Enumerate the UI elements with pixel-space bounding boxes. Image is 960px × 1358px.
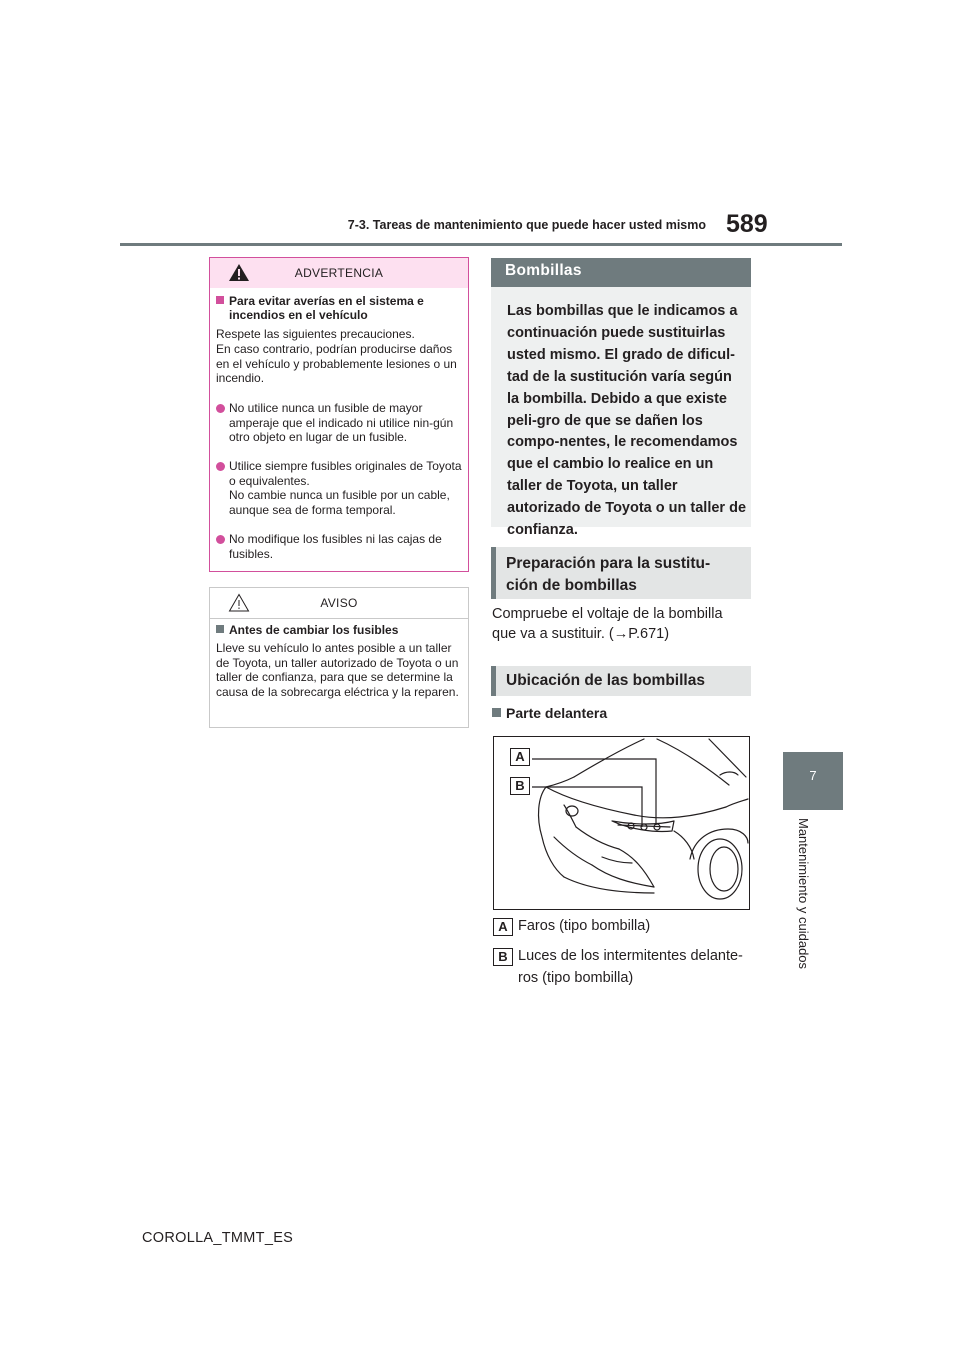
circle-bullet-icon	[216, 535, 225, 544]
preparacion-heading: Preparación para la sustitu- ción de bombillas	[491, 547, 751, 599]
square-bullet-icon	[216, 625, 224, 633]
circle-bullet-icon	[216, 404, 225, 413]
advertencia-title: Para evitar averías en el sistema e incendios en el vehículo	[216, 294, 464, 322]
advertencia-bullet: No modifique los fusibles ni las cajas de fusibles.	[216, 532, 464, 561]
aviso-title: Antes de cambiar los fusibles	[216, 623, 464, 637]
parte-delantera-label: Parte delantera	[492, 705, 607, 721]
legend-text-a: Faros (tipo bombilla)	[518, 918, 651, 934]
label-b: B	[510, 777, 530, 795]
aviso-header	[210, 588, 468, 619]
advertencia-heading: ADVERTENCIA	[294, 266, 384, 280]
legend-text-b: Luces de los intermitentes delante- ros (tipo bombilla)	[518, 948, 743, 986]
advertencia-header	[210, 258, 468, 288]
chapter-number: 7	[809, 768, 817, 783]
advertencia-bullet: Utilice siempre fusibles originales de Toyota o equivalentes. No cambie nunca un fusible por un cable, aunque sea de forma temporal.	[216, 459, 464, 517]
legend-key-a: A	[493, 918, 513, 936]
legend-key-b: B	[493, 948, 513, 966]
square-bullet-icon	[492, 708, 501, 717]
footer-doc-id: COROLLA_TMMT_ES	[142, 1230, 294, 1246]
advertencia-intro-2: En caso contrario, podrían producirse daños en el vehículo y probablemente lesiones o un incendio.	[216, 342, 457, 385]
car-front-illustration	[494, 737, 749, 909]
car-front-diagram	[493, 736, 750, 910]
bombillas-text: Las bombillas que le indicamos a continuación puede sustituirlas usted mismo. El grado de dificul-tad de la sustitución varía según la bombilla. Debido a que existe peli-gro de que se dañen los compo-nentes, le recomendamos que el cambio lo realice en un taller de Toyota, un taller autorizado de Toyota o un taller de confianza.	[507, 303, 747, 539]
label-a: A	[510, 748, 530, 766]
chapter-label: Mantenimiento y cuidados	[796, 818, 811, 970]
ubicacion-heading: Ubicación de las bombillas	[491, 666, 751, 696]
advertencia-intro-1: Respete las siguientes precauciones.	[216, 327, 415, 341]
preparacion-text: Compruebe el voltaje de la bombilla que va a sustituir. (→P.671)	[492, 606, 723, 642]
page-number: 589	[726, 210, 768, 238]
bombillas-heading: Bombillas	[491, 258, 751, 287]
advertencia-bullet: No utilice nunca un fusible de mayor amperaje que el indicado ni utilice nin-gún otro objeto en lugar de un fusible.	[216, 401, 464, 445]
aviso-heading: AVISO	[320, 596, 358, 610]
circle-bullet-icon	[216, 462, 225, 471]
section-title: 7-3. Tareas de mantenimiento que puede hacer usted mismo	[347, 218, 706, 232]
aviso-text: Lleve su vehículo lo antes posible a un taller de Toyota, un taller autorizado de Toyota o un taller de confianza, para que se determine la causa de la sobrecarga eléctrica y la reparen.	[216, 641, 459, 699]
header-rule	[120, 243, 842, 246]
square-bullet-icon	[216, 296, 224, 304]
